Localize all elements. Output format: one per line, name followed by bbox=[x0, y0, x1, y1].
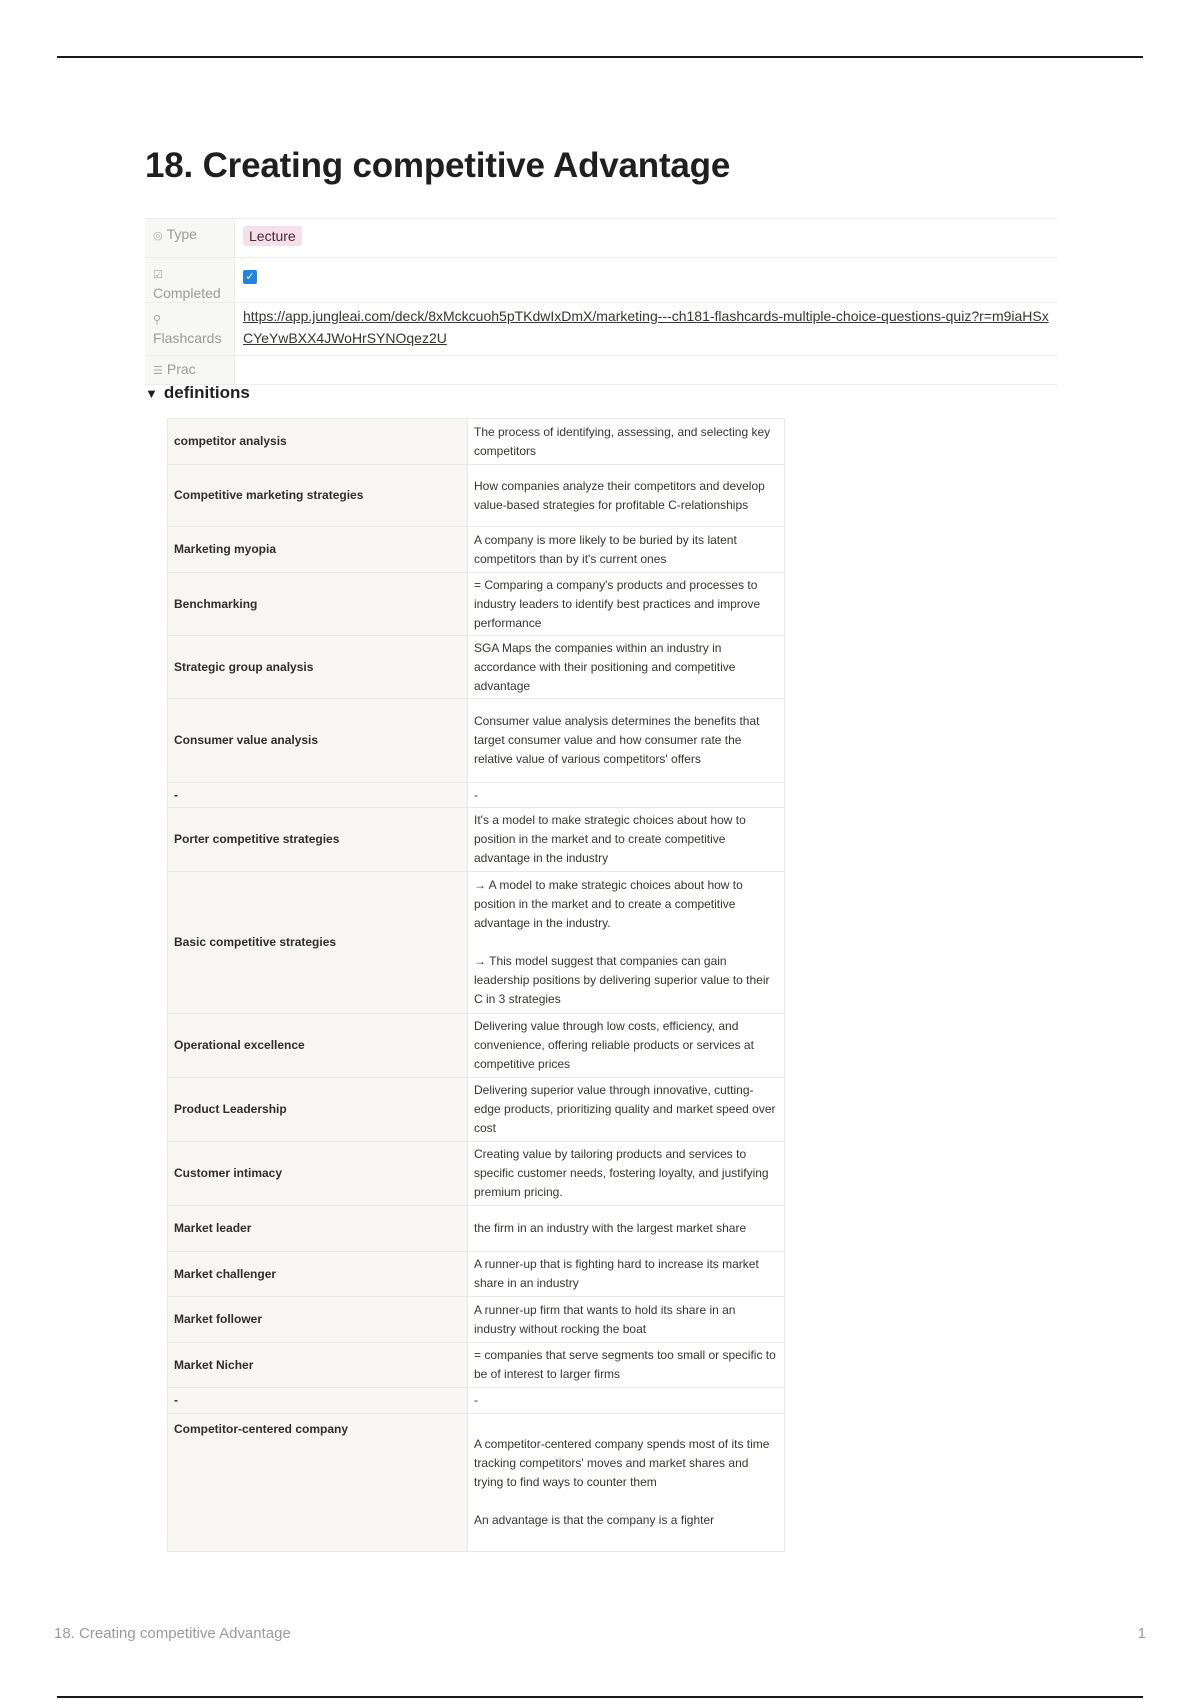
property-type bbox=[145, 218, 1057, 257]
term-cell: Market follower bbox=[168, 1297, 468, 1343]
term-cell: Market Nicher bbox=[168, 1343, 468, 1388]
top-rule bbox=[57, 56, 1143, 58]
page-title: 18. Creating competitive Advantage bbox=[145, 146, 731, 185]
table-row bbox=[168, 1078, 785, 1142]
flashcards-link[interactable]: https://app.jungleai.com/deck/8xMckcuoh5pTKdwIxDmX/marketing---ch181-flashcards-multiple-choice-questions-quiz?r=m9iaHSxCYeYwBXX4JWoHrSYNOqez2U bbox=[243, 308, 1049, 346]
term-cell: Product Leadership bbox=[168, 1078, 468, 1142]
table-row bbox=[168, 419, 785, 465]
table-row bbox=[168, 1014, 785, 1078]
property-prac-value[interactable] bbox=[235, 356, 1057, 384]
term-cell: Competitor-centered company bbox=[168, 1414, 468, 1552]
definition-cell: the firm in an industry with the largest market share bbox=[468, 1206, 785, 1252]
select-icon: ◎ bbox=[153, 230, 163, 242]
property-prac-label: Prac bbox=[166, 361, 196, 377]
definition-cell: SGA Maps the companies within an industry in accordance with their positioning and competitive advantage bbox=[468, 636, 785, 699]
property-completed-value bbox=[235, 258, 1057, 302]
term-cell: Operational excellence bbox=[168, 1014, 468, 1078]
footer-title: 18. Creating competitive Advantage bbox=[54, 1625, 291, 1642]
table-row bbox=[168, 1343, 785, 1388]
term-cell: - bbox=[168, 783, 468, 808]
table-row bbox=[168, 1142, 785, 1206]
definitions-table bbox=[167, 418, 785, 1552]
table-row bbox=[168, 1252, 785, 1297]
term-cell: Market leader bbox=[168, 1206, 468, 1252]
bottom-rule bbox=[57, 1696, 1143, 1698]
term-cell: Basic competitive strategies bbox=[168, 872, 468, 1014]
term-cell: Strategic group analysis bbox=[168, 636, 468, 699]
link-icon: ⚲ bbox=[153, 314, 162, 326]
triangle-down-icon[interactable]: ▼ bbox=[145, 386, 158, 401]
definitions-toggle[interactable] bbox=[145, 383, 250, 403]
definitions-toggle-label: definitions bbox=[163, 383, 250, 402]
table-row bbox=[168, 1388, 785, 1414]
term-cell: Competitive marketing strategies bbox=[168, 465, 468, 527]
definition-cell: = companies that serve segments too small or specific to be of interest to larger firms bbox=[468, 1343, 785, 1388]
term-cell: - bbox=[168, 1388, 468, 1414]
definition-cell: Delivering superior value through innovative, cutting-edge products, prioritizing quality and market speed over cost bbox=[468, 1078, 785, 1142]
definition-cell: - bbox=[468, 1388, 785, 1414]
term-cell: Market challenger bbox=[168, 1252, 468, 1297]
properties-table bbox=[145, 218, 1057, 385]
term-cell: competitor analysis bbox=[168, 419, 468, 465]
footer-page-number: 1 bbox=[1137, 1625, 1146, 1642]
definition-cell: A runner-up firm that wants to hold its share in an industry without rocking the boat bbox=[468, 1297, 785, 1343]
table-row bbox=[168, 1414, 785, 1552]
property-completed-name bbox=[145, 258, 235, 302]
definition-cell: How companies analyze their competitors and develop value-based strategies for profitable C-relationships bbox=[468, 465, 785, 527]
definition-cell: Consumer value analysis determines the benefits that target consumer value and how consumer rate the relative value of various competitors' offers bbox=[468, 699, 785, 783]
table-row bbox=[168, 636, 785, 699]
definition-cell: A competitor-centered company spends most of its time tracking competitors' moves and market shares and trying to find ways to counter them An advantage is that the company is a fighter bbox=[468, 1414, 785, 1552]
lecture-tag[interactable]: Lecture bbox=[243, 226, 302, 246]
property-flashcards-value bbox=[235, 303, 1057, 355]
property-completed-label: Completed bbox=[153, 285, 221, 301]
property-completed bbox=[145, 257, 1057, 302]
property-prac-name bbox=[145, 356, 235, 384]
term-cell: Porter competitive strategies bbox=[168, 808, 468, 872]
table-row bbox=[168, 783, 785, 808]
table-row bbox=[168, 872, 785, 1014]
property-prac bbox=[145, 355, 1057, 385]
table-row bbox=[168, 465, 785, 527]
definition-cell: A runner-up that is fighting hard to increase its market share in an industry bbox=[468, 1252, 785, 1297]
term-cell: Customer intimacy bbox=[168, 1142, 468, 1206]
definition-cell: The process of identifying, assessing, and selecting key competitors bbox=[468, 419, 785, 465]
property-flashcards bbox=[145, 302, 1057, 355]
checkbox-icon: ☑ bbox=[153, 269, 163, 281]
definition-cell: A company is more likely to be buried by its latent competitors than by it's current ones bbox=[468, 527, 785, 573]
definition-cell: Creating value by tailoring products and services to specific customer needs, fostering loyalty, and justifying premium pricing. bbox=[468, 1142, 785, 1206]
term-cell: Marketing myopia bbox=[168, 527, 468, 573]
list-icon: ☰ bbox=[153, 365, 163, 377]
property-type-label: Type bbox=[166, 226, 197, 242]
table-row bbox=[168, 573, 785, 636]
definition-cell: = Comparing a company's products and processes to industry leaders to identify best practices and improve performance bbox=[468, 573, 785, 636]
term-cell: Consumer value analysis bbox=[168, 699, 468, 783]
table-row bbox=[168, 1206, 785, 1252]
definition-cell: → A model to make strategic choices about how to position in the market and to create a competitive advantage in the industry. → This model suggest that companies can gain leadership positions by delivering superior value to their C in 3 strategies bbox=[468, 872, 785, 1014]
completed-checkbox[interactable]: ✓ bbox=[243, 270, 257, 284]
table-row bbox=[168, 699, 785, 783]
property-flashcards-label: Flashcards bbox=[153, 330, 222, 346]
property-type-name bbox=[145, 219, 235, 257]
property-flashcards-name bbox=[145, 303, 235, 355]
term-cell: Benchmarking bbox=[168, 573, 468, 636]
table-row bbox=[168, 527, 785, 573]
definition-cell: It's a model to make strategic choices about how to position in the market and to create competitive advantage in the industry bbox=[468, 808, 785, 872]
definition-cell: - bbox=[468, 783, 785, 808]
definition-cell: Delivering value through low costs, efficiency, and convenience, offering reliable products or services at competitive prices bbox=[468, 1014, 785, 1078]
table-row bbox=[168, 1297, 785, 1343]
property-type-value[interactable] bbox=[235, 219, 1057, 257]
table-row bbox=[168, 808, 785, 872]
